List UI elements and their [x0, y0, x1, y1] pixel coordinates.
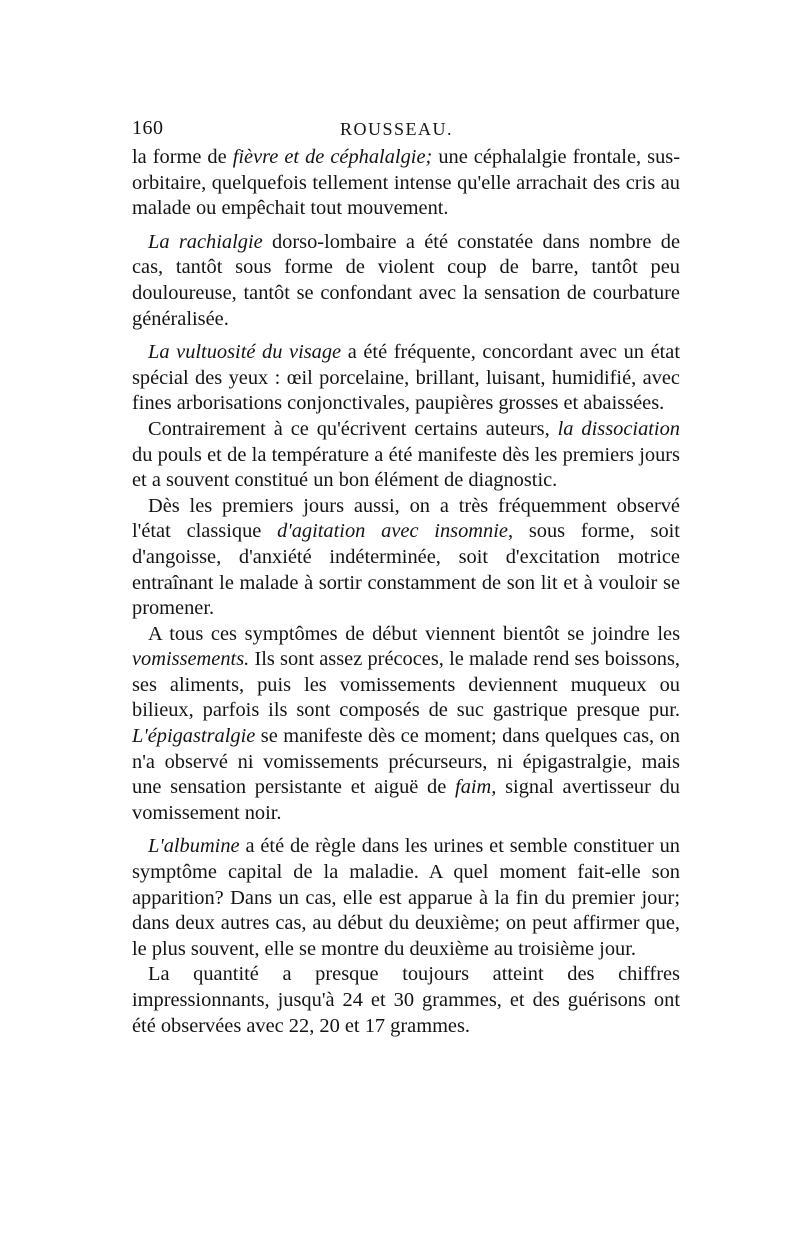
paragraph-facial-congestion: La vultuosité du visage a été fréquente, concordant avec un état spécial des yeux : œil porcelaine, brillant, luisant, humidifié, avec fines arborisations conjonctivales, paupières grosses et abaissées.	[132, 341, 680, 415]
paragraph-vomiting: A tous ces symptômes de début viennent bientôt se joindre les vomissements. Ils sont assez précoces, le malade rend ses boissons, ses aliments, puis les vomissements deviennent muqueux ou bilieux, parfois ils sont composés de suc gastrique presque pur. L'épigastralgie se manifeste dès ce moment; dans quelques cas, on n'a observé ni vomissements précurseurs, ni épigastralgie, mais une sensation persistante et aiguë de faim, signal avertisseur du vomissement noir.	[132, 622, 680, 824]
book-page	[132, 113, 680, 1039]
running-head: ROUSSEAU.	[340, 119, 454, 139]
body-text	[132, 145, 680, 1039]
paragraph-rachialgia: La rachialgie dorso-lombaire a été constatée dans nombre de cas, tantôt sous forme de violent coup de barre, tantôt peu douloureuse, tantôt se confondant avec la sensation de courbature généralisée.	[132, 230, 681, 330]
page-number: 160	[132, 117, 164, 139]
paragraph-albumin: L'albumine a été de règle dans les urines et semble constituer un symptôme capital de la maladie. A quel moment fait-elle son apparition? Dans un cas, elle est apparue à la fin du premier jour; dans deux autres cas, au début du deuxième; on peut affirmer que, le plus souvent, elle se montre du deuxième au troisième jour.	[132, 835, 680, 960]
paragraph-fever-headache: la forme de fièvre et de céphalalgie; une céphalalgie frontale, sus-orbitaire, quelquefois tellement intense qu'elle arrachait des cris au malade ou empêchait tout mouvement.	[132, 146, 680, 220]
paragraph-quantity: La quantité a presque toujours atteint des chiffres impressionnants, jusqu'à 24 et 30 grammes, et des guérisons ont été observées avec 22, 20 et 17 grammes.	[132, 963, 680, 1037]
paragraph-pulse-dissociation: Contrairement à ce qu'écrivent certains auteurs, la dissociation du pouls et de la température a été manifeste dès les premiers jours et a souvent constitué un bon élément de diagnostic.	[132, 417, 680, 492]
page-header	[132, 113, 680, 145]
paragraph-agitation: Dès les premiers jours aussi, on a très fréquemment observé l'état classique d'agitation avec insomnie, sous forme, soit d'angoisse, d'anxiété indéterminée, soit d'excitation motrice entraînant le malade à sortir constamment de son lit et à vouloir se promener.	[132, 494, 680, 620]
